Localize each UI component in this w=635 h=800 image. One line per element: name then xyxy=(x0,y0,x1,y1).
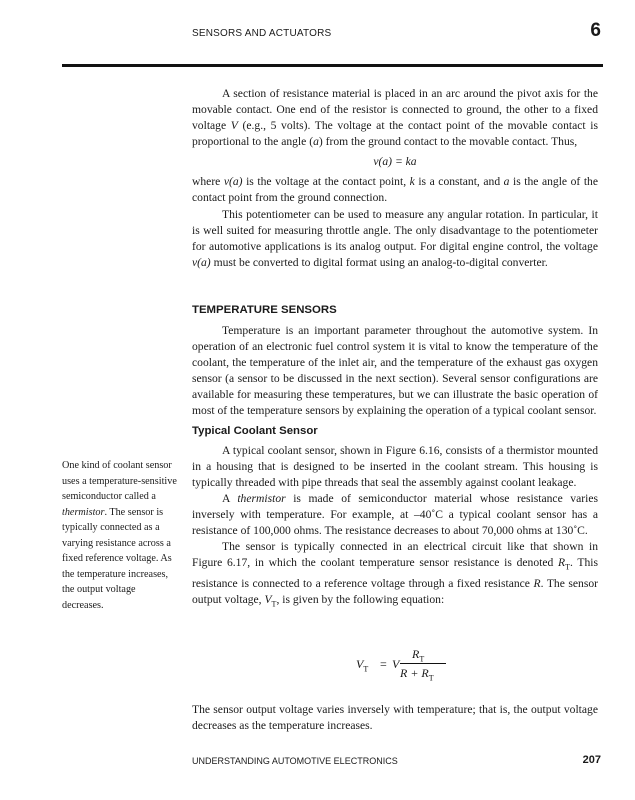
formula-lhs: $V_T$ xyxy=(356,657,369,674)
paragraph: A thermistor is made of semiconductor material whose resistance varies inversely with temperature. For example, at –40˚C a typical coolant sensor has a resistance of 100,000 ohms. The resistance decreases to about 70,000 ohms at 130˚C. xyxy=(192,491,598,538)
paragraph: A typical coolant sensor, shown in Figure 6.16, consists of a thermistor mounted in a housing that is designed to be inserted in the coolant stream. This housing is typically threaded with pipe threads that seal the assembly against coolant leakage. xyxy=(192,443,598,489)
section-heading: TEMPERATURE SENSORS xyxy=(192,304,337,316)
footer-book-title: UNDERSTANDING AUTOMOTIVE ELECTRONICS xyxy=(192,756,398,766)
paragraph: The sensor is typically connected in an electrical circuit like that shown in Figure 6.17, in which the coolant temperature sensor resistance is denoted $R_T$. This resistance is connected to a reference voltage through a fixed resistance R. The sensor output voltage, $V_T$, is given by the following equation: xyxy=(192,540,599,609)
margin-note: One kind of coolant sensor uses a temperature-sensitive semiconductor called a thermistor. The sensor is typically connected as a varying resistance across a fixed reference voltage. As the temperature increases, the output voltage decreases. xyxy=(62,460,177,611)
main-text-temperature xyxy=(192,303,598,612)
paragraph: The sensor output voltage varies inversely with temperature; that is, the output voltage decreases as the temperature increases. xyxy=(192,703,598,733)
running-header-title: SENSORS AND ACTUATORS xyxy=(192,28,332,39)
header-rule xyxy=(62,64,603,67)
chapter-number: 6 xyxy=(590,20,601,41)
main-text-bottom xyxy=(192,702,598,734)
paragraph: This potentiometer can be used to measure any angular rotation. In particular, it is well suited for measuring throttle angle. The only disadvantage to the potentiometer for automotive applications is its analog output. For digital engine control, the voltage v(a) must be converted to digital format using an analog-to-digital converter. xyxy=(192,207,598,269)
voltage-divider-formula xyxy=(356,647,446,684)
page-number: 207 xyxy=(582,754,601,766)
paragraph: A section of resistance material is placed in an arc around the pivot axis for the movable contact. One end of the resistor is connected to ground, the other to a fixed voltage V (e.g., 5 volts). The voltage at the contact point of the movable contact is proportional to the angle (a) from the ground contact to the movable contact. Thus, xyxy=(192,87,598,149)
paragraph: Temperature is an important parameter throughout the automotive system. In operation of an electronic fuel control system it is vital to know the temperature of the coolant, the temperature of the inlet air, and the temperature of the exhaust gas oxygen sensor (a sensor to be discussed in the next section). Several sensor configurations are available for measuring these temperatures, but we can illustrate the basic operation of most of the temperature sensors by explaining the operation of a typical coolant sensor. xyxy=(192,324,598,418)
formula-equals: = xyxy=(380,657,387,671)
equation: v(a) = ka xyxy=(373,155,417,169)
subsection-heading: Typical Coolant Sensor xyxy=(192,424,318,437)
fraction-bar xyxy=(400,663,446,664)
main-text-top xyxy=(192,86,598,271)
formula-numerator: $R_T$ xyxy=(412,647,425,664)
paragraph: where v(a) is the voltage at the contact point, k is a constant, and a is the angle of the contact point from the ground connection. xyxy=(192,175,598,205)
formula-reference-voltage: V xyxy=(392,657,400,671)
formula-denominator: $R + R_T$ xyxy=(400,666,434,683)
